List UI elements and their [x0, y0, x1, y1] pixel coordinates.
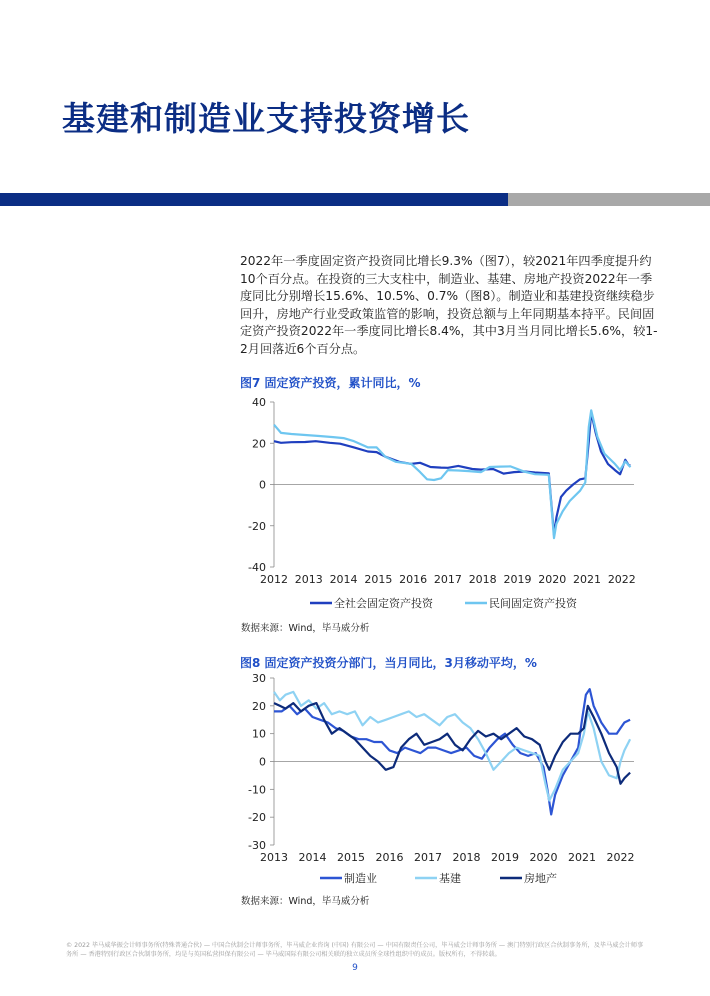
y-tick-label: 20 — [252, 437, 266, 451]
fig7-source: 数据来源：Wind，毕马威分析 — [241, 623, 370, 634]
x-tick-label: 2022 — [606, 851, 635, 864]
y-tick-label: 0 — [259, 755, 266, 769]
x-tick-label: 2014 — [329, 573, 358, 586]
x-tick-label: 2013 — [260, 851, 288, 864]
page-title: 基建和制造业支持投资增长 — [62, 99, 470, 138]
x-tick-label: 2020 — [529, 851, 558, 864]
y-tick-label: 10 — [252, 727, 266, 741]
y-tick-label: 20 — [252, 699, 266, 713]
y-tick-label: -10 — [248, 783, 266, 797]
fig8-source: 数据来源：Wind，毕马威分析 — [241, 896, 370, 907]
x-tick-label: 2021 — [568, 851, 597, 864]
x-tick-label: 2018 — [468, 573, 497, 586]
x-tick-label: 2016 — [375, 851, 404, 864]
legend-label: 房地产 — [524, 872, 557, 885]
x-tick-label: 2021 — [573, 573, 602, 586]
header-band-dark — [0, 193, 508, 206]
legend-label: 基建 — [439, 872, 461, 885]
x-tick-label: 2014 — [298, 851, 327, 864]
header-band-grey — [508, 193, 710, 206]
fig8-title: 图8 固定资产投资分部门，当月同比，3月移动平均，% — [240, 656, 537, 670]
fig8-chart — [230, 670, 650, 892]
y-tick-label: 30 — [252, 672, 266, 685]
legend-label: 全社会固定资产投资 — [334, 597, 433, 610]
series-line-2 — [274, 692, 630, 801]
x-tick-label: 2015 — [364, 573, 393, 586]
x-tick-label: 2017 — [433, 573, 462, 586]
x-tick-label: 2015 — [337, 851, 366, 864]
fig7-chart — [230, 392, 650, 614]
y-tick-label: -20 — [248, 811, 266, 825]
x-tick-label: 2012 — [260, 573, 288, 586]
fig7-title: 图7 固定资产投资，累计同比，% — [240, 376, 421, 390]
x-tick-label: 2013 — [294, 573, 323, 586]
y-tick-label: 40 — [252, 396, 266, 409]
y-tick-label: -40 — [248, 561, 266, 574]
footer-legal-text: © 2022 毕马威华振会计师事务所(特殊普通合伙) — 中国合伙制会计师事务所，毕马威企业咨询 (中国) 有限公司 — 中国有限责任公司，毕马威会计师事务所 — 澳门特别行政区合伙制事务所，及毕马威会计师事务所 — 香港特别行政区合伙制事务所，均是与英国私营担保有限公司 — 毕马威国际有限公司相关联的独立成员所全球性组织中的成员。版权所有，不得转载。 — [66, 942, 644, 958]
series-line-2 — [274, 410, 631, 538]
x-tick-label: 2016 — [399, 573, 428, 586]
x-tick-label: 2020 — [538, 573, 567, 586]
x-tick-label: 2018 — [452, 851, 481, 864]
page-number: 9 — [352, 963, 358, 973]
x-tick-label: 2017 — [414, 851, 443, 864]
legend-label: 制造业 — [344, 872, 377, 885]
body-paragraph: 2022年一季度固定资产投资同比增长9.3%（图7），较2021年四季度提升约10个百分点。在投资的三大支柱中，制造业、基建、房地产投资2022年一季度同比分别增长15.6%、10.5%、0.7%（图8）。制造业和基建投资继续稳步回升，房地产行业受政策监管的影响，投资总额与上年同期基本持平。民间固定资产投资2022年一季度同比增长8.4%，其中3月当月同比增长5.6%，较1-2月回落近6个百分点。 — [240, 254, 658, 356]
x-tick-label: 2019 — [503, 573, 532, 586]
legend-label: 民间固定资产投资 — [489, 597, 577, 610]
x-tick-label: 2019 — [491, 851, 520, 864]
x-tick-label: 2022 — [607, 573, 636, 586]
y-tick-label: -20 — [248, 519, 266, 533]
y-tick-label: -30 — [248, 839, 266, 852]
series-line-1 — [274, 412, 631, 535]
y-tick-label: 0 — [259, 478, 266, 492]
